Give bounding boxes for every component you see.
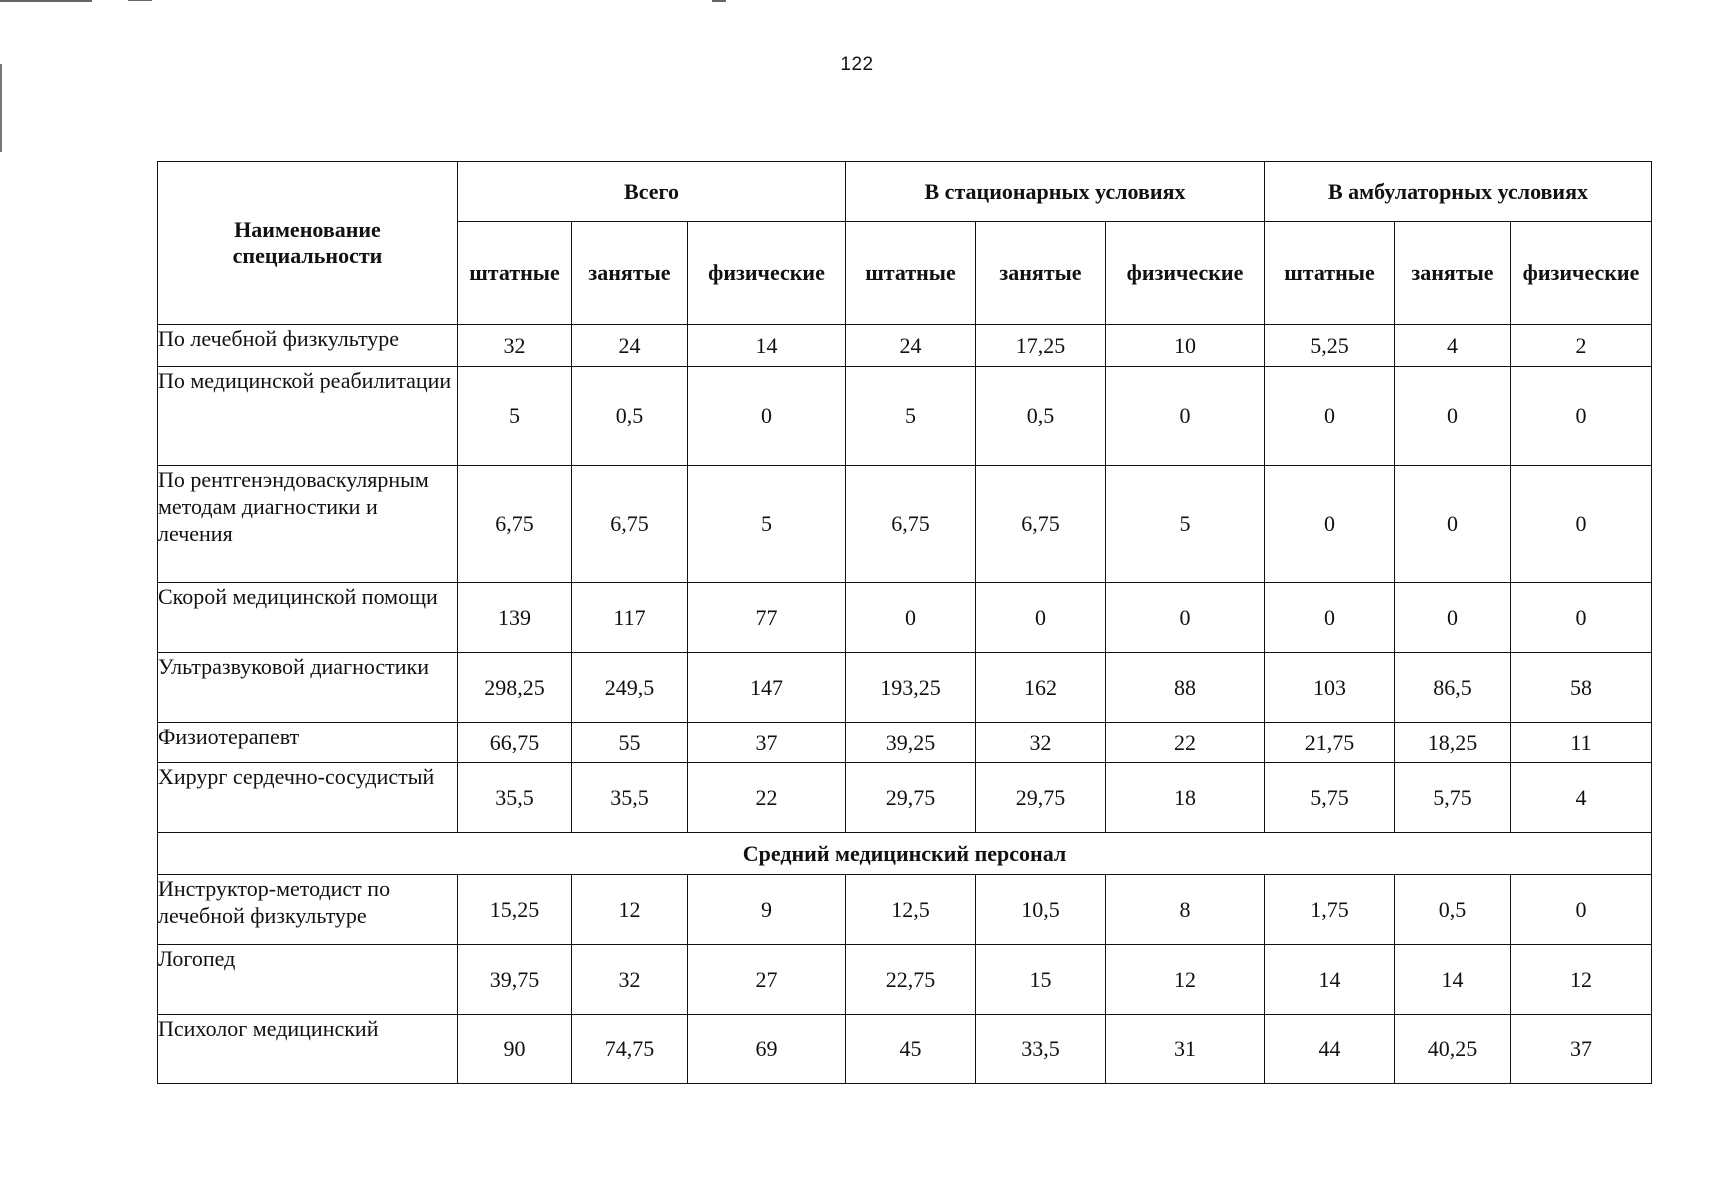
header-occupied-positions: занятые — [572, 222, 688, 325]
staff-table — [157, 161, 1652, 1084]
value-cell: 6,75 — [846, 466, 976, 583]
value-cell: 249,5 — [572, 653, 688, 723]
value-cell: 0,5 — [976, 367, 1106, 466]
value-cell: 12 — [572, 875, 688, 945]
header-physical-persons: физические — [1511, 222, 1652, 325]
value-cell: 6,75 — [458, 466, 572, 583]
specialty-name: Психолог медицинский — [158, 1015, 458, 1084]
table-row — [158, 466, 1652, 583]
value-cell: 193,25 — [846, 653, 976, 723]
value-cell: 86,5 — [1395, 653, 1511, 723]
value-cell: 6,75 — [976, 466, 1106, 583]
value-cell: 12 — [1106, 945, 1265, 1015]
value-cell: 37 — [1511, 1015, 1652, 1084]
specialty-name: Физиотерапевт — [158, 723, 458, 763]
value-cell: 33,5 — [976, 1015, 1106, 1084]
value-cell: 5,25 — [1265, 325, 1395, 367]
value-cell: 10,5 — [976, 875, 1106, 945]
value-cell: 5 — [688, 466, 846, 583]
value-cell: 5 — [458, 367, 572, 466]
specialty-name: Логопед — [158, 945, 458, 1015]
value-cell: 88 — [1106, 653, 1265, 723]
value-cell: 44 — [1265, 1015, 1395, 1084]
value-cell: 0 — [688, 367, 846, 466]
header-occupied-positions: занятые — [1395, 222, 1511, 325]
table-row — [158, 653, 1652, 723]
specialty-name: По лечебной физкультуре — [158, 325, 458, 367]
header-group-outpatient: В амбулаторных условиях — [1265, 162, 1652, 222]
value-cell: 37 — [688, 723, 846, 763]
table-row — [158, 763, 1652, 833]
value-cell: 39,75 — [458, 945, 572, 1015]
value-cell: 39,25 — [846, 723, 976, 763]
value-cell: 162 — [976, 653, 1106, 723]
header-physical-persons: физические — [1106, 222, 1265, 325]
value-cell: 15,25 — [458, 875, 572, 945]
specialty-name: Хирург сердечно-сосудистый — [158, 763, 458, 833]
value-cell: 40,25 — [1395, 1015, 1511, 1084]
value-cell: 22,75 — [846, 945, 976, 1015]
specialty-name: По рентгенэндоваскулярным методам диагностики и лечения — [158, 466, 458, 583]
value-cell: 32 — [976, 723, 1106, 763]
value-cell: 18,25 — [1395, 723, 1511, 763]
value-cell: 147 — [688, 653, 846, 723]
value-cell: 0,5 — [1395, 875, 1511, 945]
value-cell: 0 — [1395, 583, 1511, 653]
value-cell: 1,75 — [1265, 875, 1395, 945]
section-title: Средний медицинский персонал — [158, 833, 1652, 875]
value-cell: 22 — [688, 763, 846, 833]
value-cell: 4 — [1395, 325, 1511, 367]
value-cell: 5,75 — [1265, 763, 1395, 833]
value-cell: 35,5 — [572, 763, 688, 833]
value-cell: 35,5 — [458, 763, 572, 833]
value-cell: 0 — [1395, 367, 1511, 466]
value-cell: 12 — [1511, 945, 1652, 1015]
value-cell: 22 — [1106, 723, 1265, 763]
specialty-name: Скорой медицинской помощи — [158, 583, 458, 653]
value-cell: 18 — [1106, 763, 1265, 833]
value-cell: 66,75 — [458, 723, 572, 763]
value-cell: 45 — [846, 1015, 976, 1084]
value-cell: 2 — [1511, 325, 1652, 367]
header-staff-positions: штатные — [458, 222, 572, 325]
value-cell: 103 — [1265, 653, 1395, 723]
value-cell: 0 — [1511, 367, 1652, 466]
value-cell: 90 — [458, 1015, 572, 1084]
value-cell: 11 — [1511, 723, 1652, 763]
value-cell: 14 — [688, 325, 846, 367]
header-physical-persons: физические — [688, 222, 846, 325]
specialty-name: Инструктор-методист по лечебной физкультуре — [158, 875, 458, 945]
scan-edge-mark — [712, 0, 726, 2]
value-cell: 0 — [1511, 583, 1652, 653]
value-cell: 0 — [1265, 367, 1395, 466]
value-cell: 0 — [1265, 583, 1395, 653]
value-cell: 15 — [976, 945, 1106, 1015]
value-cell: 298,25 — [458, 653, 572, 723]
value-cell: 117 — [572, 583, 688, 653]
value-cell: 0 — [1106, 583, 1265, 653]
value-cell: 0 — [846, 583, 976, 653]
value-cell: 74,75 — [572, 1015, 688, 1084]
scan-edge-mark — [0, 0, 92, 2]
header-group-inpatient: В стационарных условиях — [846, 162, 1265, 222]
page-number: 122 — [840, 54, 874, 75]
value-cell: 58 — [1511, 653, 1652, 723]
header-occupied-positions: занятые — [976, 222, 1106, 325]
table-row — [158, 325, 1652, 367]
value-cell: 24 — [572, 325, 688, 367]
table-row — [158, 723, 1652, 763]
value-cell: 8 — [1106, 875, 1265, 945]
value-cell: 24 — [846, 325, 976, 367]
specialty-name: По медицинской реабилитации — [158, 367, 458, 466]
value-cell: 14 — [1265, 945, 1395, 1015]
value-cell: 9 — [688, 875, 846, 945]
table-row — [158, 367, 1652, 466]
header-specialty: Наименование специальности — [158, 162, 458, 325]
table-row — [158, 875, 1652, 945]
value-cell: 55 — [572, 723, 688, 763]
value-cell: 12,5 — [846, 875, 976, 945]
table-row — [158, 1015, 1652, 1084]
value-cell: 0 — [976, 583, 1106, 653]
value-cell: 29,75 — [976, 763, 1106, 833]
value-cell: 0 — [1106, 367, 1265, 466]
table-row — [158, 583, 1652, 653]
value-cell: 29,75 — [846, 763, 976, 833]
value-cell: 14 — [1395, 945, 1511, 1015]
table-row — [158, 945, 1652, 1015]
section-row — [158, 833, 1652, 875]
value-cell: 5 — [1106, 466, 1265, 583]
value-cell: 0 — [1511, 466, 1652, 583]
value-cell: 5,75 — [1395, 763, 1511, 833]
header-group-total: Всего — [458, 162, 846, 222]
value-cell: 0 — [1511, 875, 1652, 945]
header-staff-positions: штатные — [846, 222, 976, 325]
value-cell: 10 — [1106, 325, 1265, 367]
specialty-name: Ультразвуковой диагностики — [158, 653, 458, 723]
scan-edge-mark — [0, 64, 2, 152]
value-cell: 4 — [1511, 763, 1652, 833]
value-cell: 0,5 — [572, 367, 688, 466]
value-cell: 27 — [688, 945, 846, 1015]
value-cell: 5 — [846, 367, 976, 466]
value-cell: 0 — [1395, 466, 1511, 583]
value-cell: 0 — [1265, 466, 1395, 583]
header-staff-positions: штатные — [1265, 222, 1395, 325]
value-cell: 139 — [458, 583, 572, 653]
value-cell: 6,75 — [572, 466, 688, 583]
value-cell: 21,75 — [1265, 723, 1395, 763]
table-body — [158, 325, 1652, 1084]
value-cell: 31 — [1106, 1015, 1265, 1084]
value-cell: 17,25 — [976, 325, 1106, 367]
value-cell: 32 — [572, 945, 688, 1015]
value-cell: 32 — [458, 325, 572, 367]
value-cell: 69 — [688, 1015, 846, 1084]
scan-edge-mark — [128, 0, 152, 1]
value-cell: 77 — [688, 583, 846, 653]
